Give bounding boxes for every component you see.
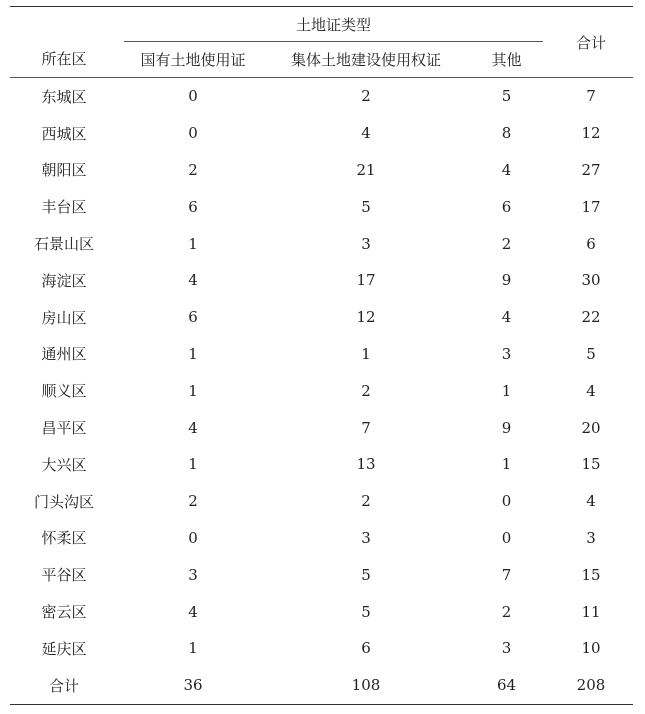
cell-state-owned: 1 [188, 381, 198, 400]
cell-collective: 21 [356, 160, 376, 179]
cell-state-owned: 0 [188, 124, 198, 143]
cell-total: 12 [581, 124, 601, 143]
table-row [10, 115, 633, 152]
cell-other: 1 [501, 455, 512, 474]
cell-state-owned: 1 [188, 234, 198, 253]
header-other [464, 41, 549, 78]
cell-total: 22 [581, 308, 601, 327]
cell-state-owned: 4 [188, 271, 198, 290]
table-row [10, 483, 633, 520]
cell-total: 4 [586, 492, 596, 511]
header-state-owned [118, 41, 268, 78]
cell-collective: 6 [361, 639, 371, 658]
cell-state-owned: 0 [188, 528, 198, 547]
header-other-label: 其他 [491, 50, 522, 69]
cell-collective: 3 [361, 528, 371, 547]
cell-other: 9 [501, 418, 512, 437]
table-row [10, 152, 633, 189]
group-underline-mid [268, 41, 464, 42]
cell-collective: 7 [361, 418, 371, 437]
table-row [10, 262, 633, 299]
cell-state-owned: 3 [188, 565, 198, 584]
land-certificate-table [10, 6, 633, 705]
table-row [10, 409, 633, 446]
cell-collective: 5 [361, 602, 371, 621]
cell-other: 2 [501, 602, 512, 621]
cell-district: 大兴区 [41, 455, 87, 474]
table-row [10, 372, 633, 409]
cell-state-owned: 4 [188, 418, 198, 437]
cell-state-owned: 4 [188, 602, 198, 621]
table-row [10, 556, 633, 593]
cell-total: 15 [581, 455, 601, 474]
cell-total: 7 [586, 87, 596, 106]
cell-other: 4 [501, 308, 512, 327]
cell-district: 平谷区 [41, 566, 87, 585]
cell-district: 通州区 [41, 345, 87, 364]
cell-district: 丰台区 [41, 198, 87, 217]
cell-state-owned: 1 [188, 344, 198, 363]
table-body [10, 78, 633, 705]
cell-state-owned: 1 [188, 639, 198, 658]
cell-total: 27 [581, 160, 601, 179]
header-collective [268, 41, 464, 78]
table-row [10, 446, 633, 483]
cell-other: 7 [501, 565, 512, 584]
cell-district: 石景山区 [33, 235, 94, 254]
cell-collective: 4 [361, 124, 371, 143]
header-district: 所在区 [10, 7, 118, 78]
cell-collective: 1 [361, 344, 371, 363]
cell-total: 5 [586, 344, 596, 363]
cell-state-owned: 2 [188, 160, 198, 179]
cell-total: 6 [586, 234, 596, 253]
cell-collective: 12 [356, 308, 376, 327]
cell-district: 密云区 [41, 603, 87, 622]
table-row [10, 188, 633, 225]
cell-district: 顺义区 [41, 382, 87, 401]
cell-total: 30 [581, 271, 601, 290]
cell-district: 海淀区 [41, 271, 87, 290]
cell-district: 东城区 [41, 87, 87, 106]
cell-total: 17 [581, 197, 601, 216]
group-underline-right [464, 41, 543, 42]
summary-row [10, 667, 633, 704]
table-row [10, 336, 633, 373]
cell-other: 0 [501, 492, 512, 511]
cell-collective: 5 [361, 197, 371, 216]
cell-other: 0 [501, 528, 512, 547]
header-total: 合计 [549, 7, 633, 78]
cell-collective: 5 [361, 565, 371, 584]
summary-state-owned: 36 [183, 676, 203, 695]
header-state-owned-label: 国有土地使用证 [140, 50, 246, 69]
table-row [10, 593, 633, 630]
summary-district: 合计 [48, 676, 79, 695]
cell-other: 3 [501, 639, 512, 658]
cell-total: 4 [586, 381, 596, 400]
cell-other: 3 [501, 344, 512, 363]
cell-district: 昌平区 [41, 419, 87, 438]
cell-state-owned: 6 [188, 197, 198, 216]
cell-other: 6 [501, 197, 512, 216]
cell-state-owned: 0 [188, 87, 198, 106]
cell-district: 房山区 [41, 308, 87, 327]
cell-other: 4 [501, 160, 512, 179]
table-row [10, 520, 633, 557]
cell-other: 2 [501, 234, 512, 253]
cell-total: 10 [581, 639, 601, 658]
cell-collective: 2 [361, 87, 371, 106]
cell-total: 15 [581, 565, 601, 584]
cell-other: 1 [501, 381, 512, 400]
cell-district: 延庆区 [41, 639, 87, 658]
cell-total: 20 [581, 418, 601, 437]
header-group [118, 7, 549, 42]
summary-total: 208 [576, 676, 606, 695]
cell-collective: 3 [361, 234, 371, 253]
table-row [10, 299, 633, 336]
cell-district: 西城区 [41, 124, 87, 143]
header-group-label: 土地证类型 [295, 15, 371, 34]
cell-total: 11 [581, 602, 601, 621]
cell-collective: 13 [356, 455, 376, 474]
cell-collective: 2 [361, 492, 371, 511]
summary-other: 64 [496, 676, 517, 695]
cell-collective: 17 [356, 271, 376, 290]
cell-state-owned: 1 [188, 455, 198, 474]
group-underline-left [124, 41, 268, 42]
cell-district: 朝阳区 [41, 161, 87, 180]
cell-state-owned: 6 [188, 308, 198, 327]
header-collective-label: 集体土地建设使用权证 [290, 50, 441, 69]
cell-total: 3 [586, 528, 596, 547]
cell-other: 5 [501, 87, 512, 106]
cell-district: 怀柔区 [41, 529, 87, 548]
cell-other: 8 [501, 124, 512, 143]
table-row [10, 630, 633, 667]
cell-other: 9 [501, 271, 512, 290]
cell-district: 门头沟区 [33, 492, 94, 511]
summary-collective: 108 [351, 676, 381, 695]
cell-state-owned: 2 [188, 492, 198, 511]
table-row [10, 225, 633, 262]
table-row [10, 78, 633, 115]
cell-collective: 2 [361, 381, 371, 400]
